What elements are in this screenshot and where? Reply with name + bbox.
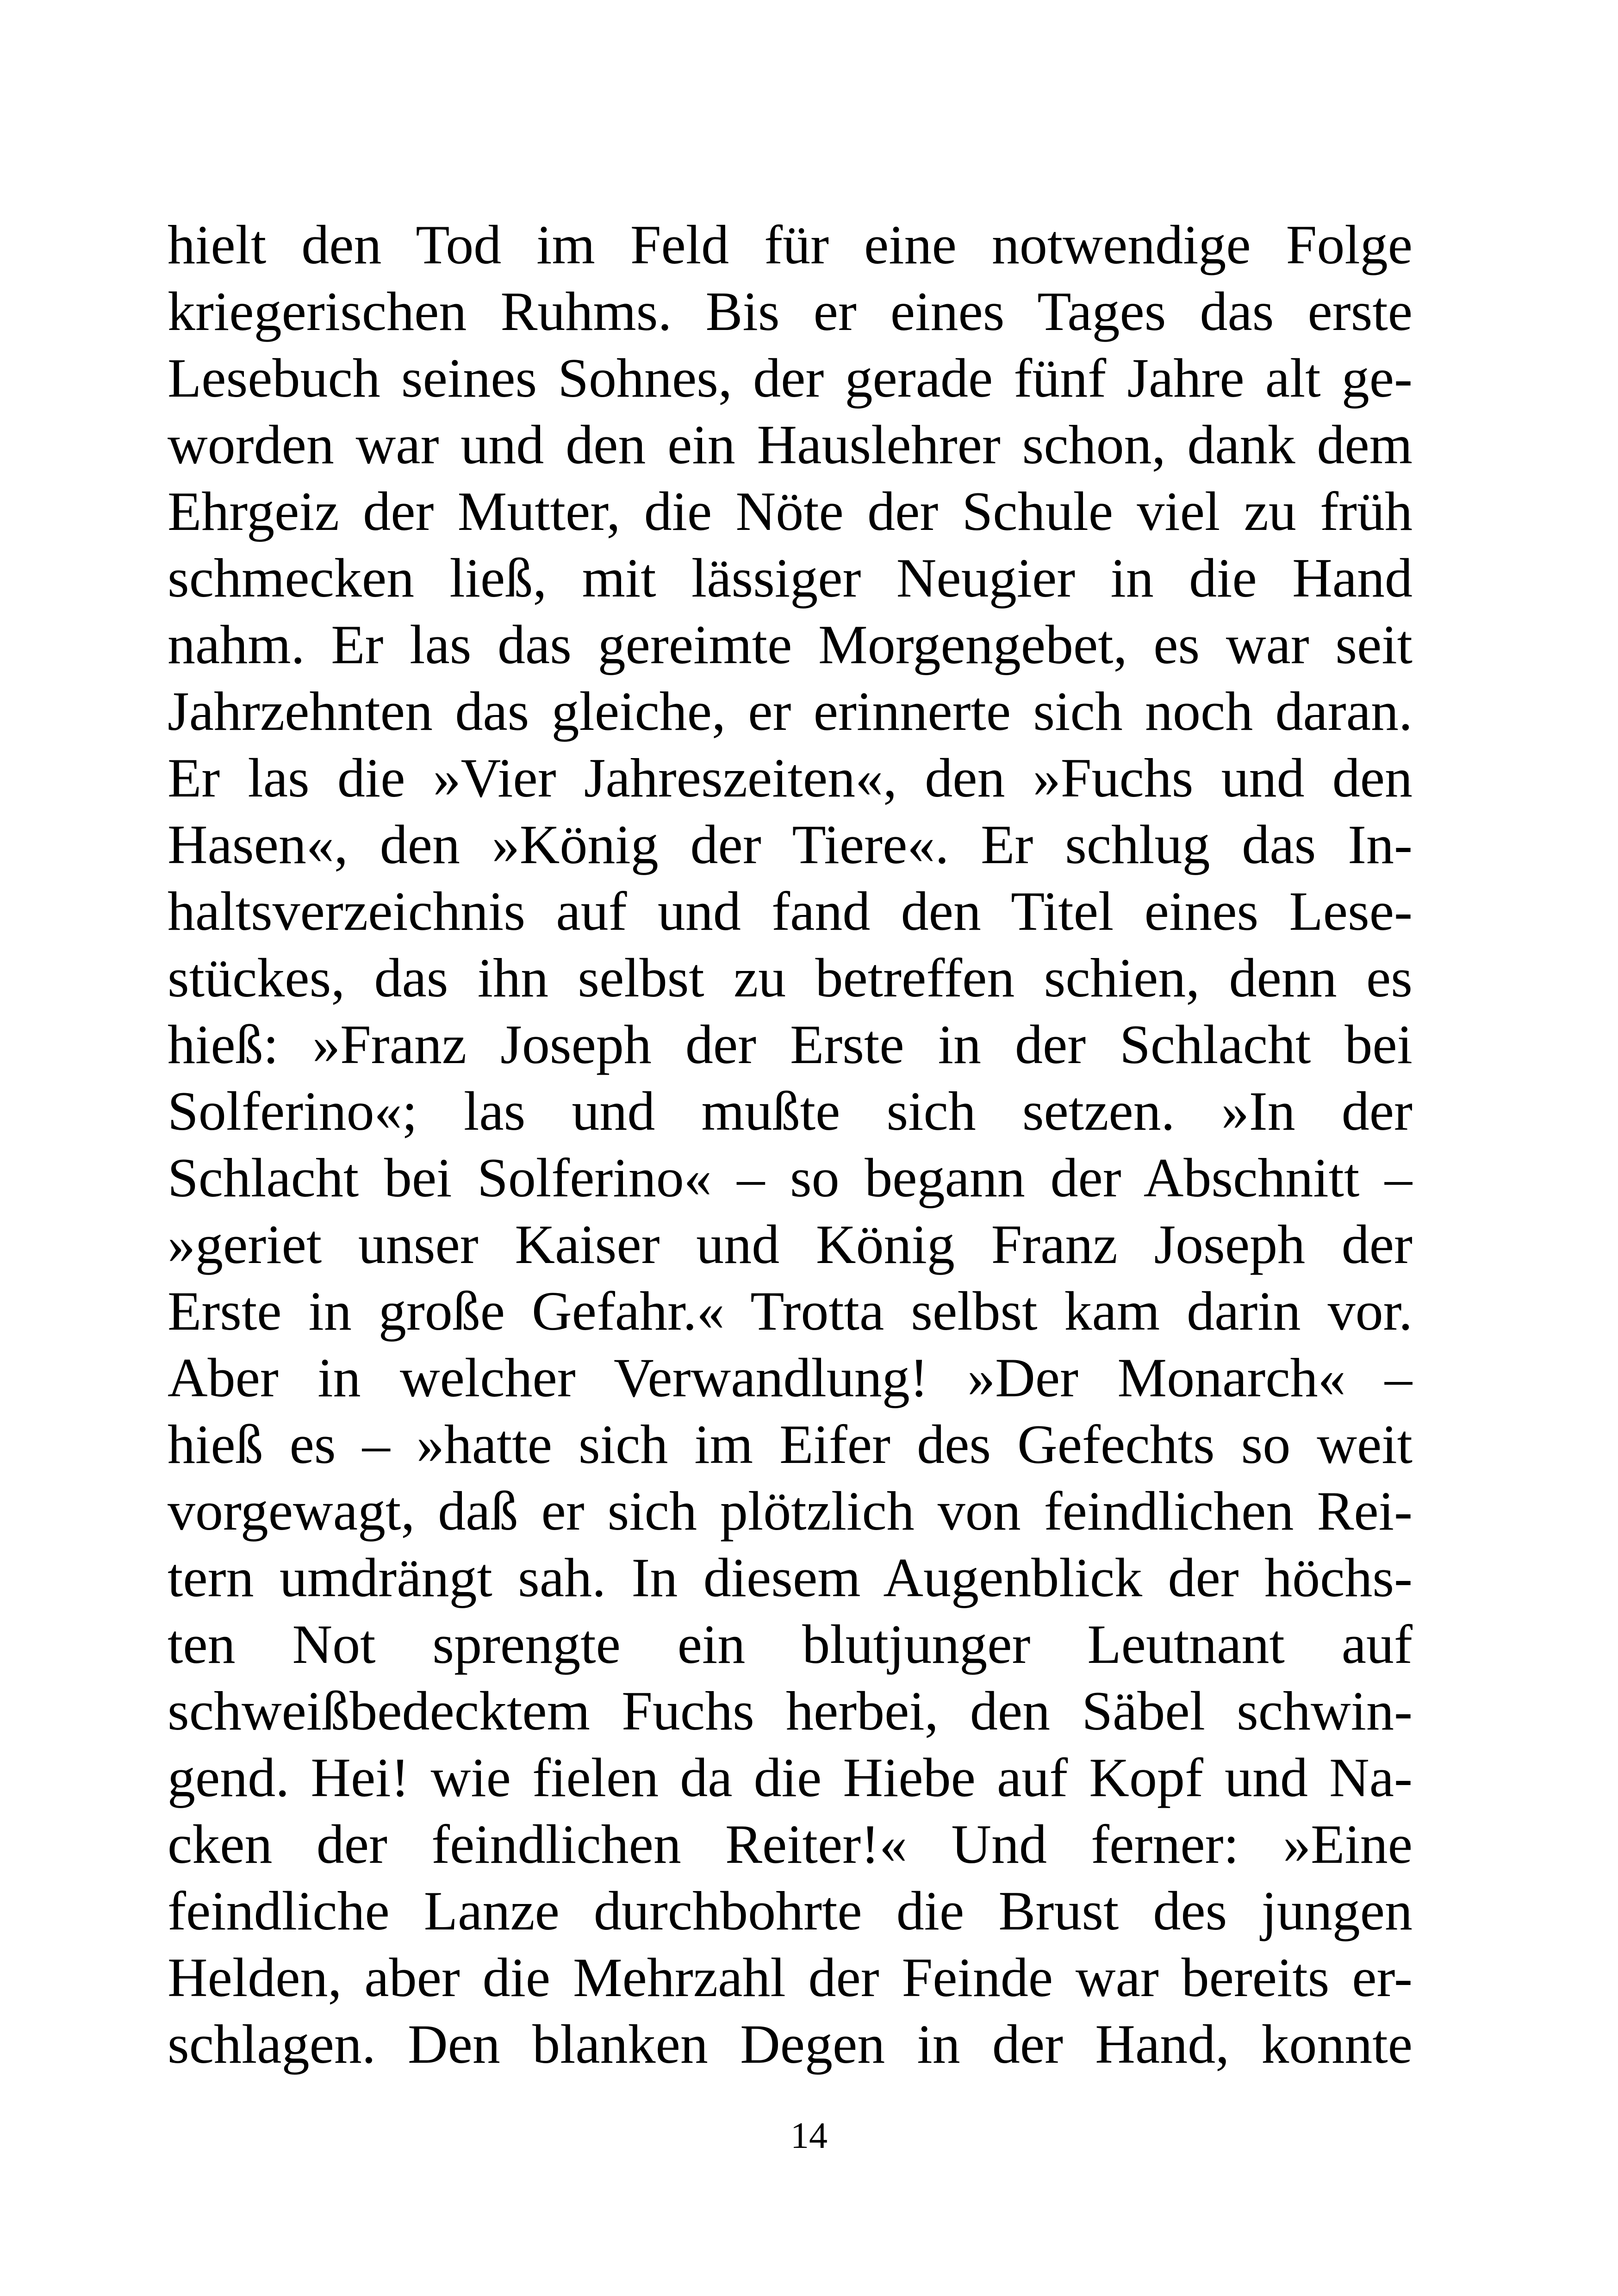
text-line: schlagen. Den blanken Degen in der Hand, konnte — [168, 2013, 1413, 2075]
text-line: Lesebuch seines Sohnes, der gerade fünf Jahre alt ge- — [168, 347, 1413, 409]
text-line: cken der feindlichen Reiter!« Und ferner: »Eine — [168, 1813, 1413, 1875]
body-text — [168, 212, 1413, 2078]
text-line: hieß: »Franz Joseph der Erste in der Schlacht bei — [168, 1014, 1413, 1075]
text-line: Aber in welcher Verwandlung! »Der Monarch« – — [168, 1347, 1413, 1408]
text-line: »geriet unser Kaiser und König Franz Joseph der — [168, 1213, 1413, 1275]
text-line: hielt den Tod im Feld für eine notwendige Folge — [168, 214, 1413, 275]
text-line: hieß es – »hatte sich im Eifer des Gefechts so weit — [168, 1413, 1413, 1475]
text-line: haltsverzeichnis auf und fand den Titel eines Lese- — [168, 880, 1413, 942]
text-line: feindliche Lanze durchbohrte die Brust des jungen — [168, 1880, 1413, 1941]
text-line: Jahrzehnten das gleiche, er erinnerte sich noch daran. — [168, 680, 1413, 742]
text-line: nahm. Er las das gereimte Morgengebet, es war seit — [168, 614, 1413, 675]
text-line: Erste in große Gefahr.« Trotta selbst kam darin vor. — [168, 1280, 1413, 1342]
text-line: worden war und den ein Hauslehrer schon, dank dem — [168, 414, 1413, 475]
text-line: Solferino«; las und mußte sich setzen. »In der — [168, 1080, 1413, 1142]
text-line: tern umdrängt sah. In diesem Augenblick der höchs- — [168, 1547, 1413, 1608]
text-line: Ehrgeiz der Mutter, die Nöte der Schule viel zu früh — [168, 480, 1413, 542]
text-line: gend. Hei! wie fielen da die Hiebe auf Kopf und Na- — [168, 1747, 1413, 1808]
text-line: Schlacht bei Solferino« – so begann der Abschnitt – — [168, 1147, 1413, 1208]
text-line: schweißbedecktem Fuchs herbei, den Säbel schwin- — [168, 1680, 1413, 1742]
text-line: schmecken ließ, mit lässiger Neugier in die Hand — [168, 547, 1413, 609]
text-line: Helden, aber die Mehrzahl der Feinde war bereits er- — [168, 1947, 1413, 2008]
text-line: stückes, das ihn selbst zu betreffen schien, denn es — [168, 947, 1413, 1008]
text-line: vorgewagt, daß er sich plötzlich von feindlichen Rei- — [168, 1480, 1413, 1542]
text-line: kriegerischen Ruhms. Bis er eines Tages das erste — [168, 280, 1413, 342]
text-line: Er las die »Vier Jahreszeiten«, den »Fuchs und den — [168, 747, 1413, 809]
page-number: 14 — [790, 2116, 828, 2156]
text-line: Hasen«, den »König der Tiere«. Er schlug das In- — [168, 814, 1413, 875]
text-line: ten Not sprengte ein blutjunger Leutnant auf — [168, 1613, 1413, 1675]
